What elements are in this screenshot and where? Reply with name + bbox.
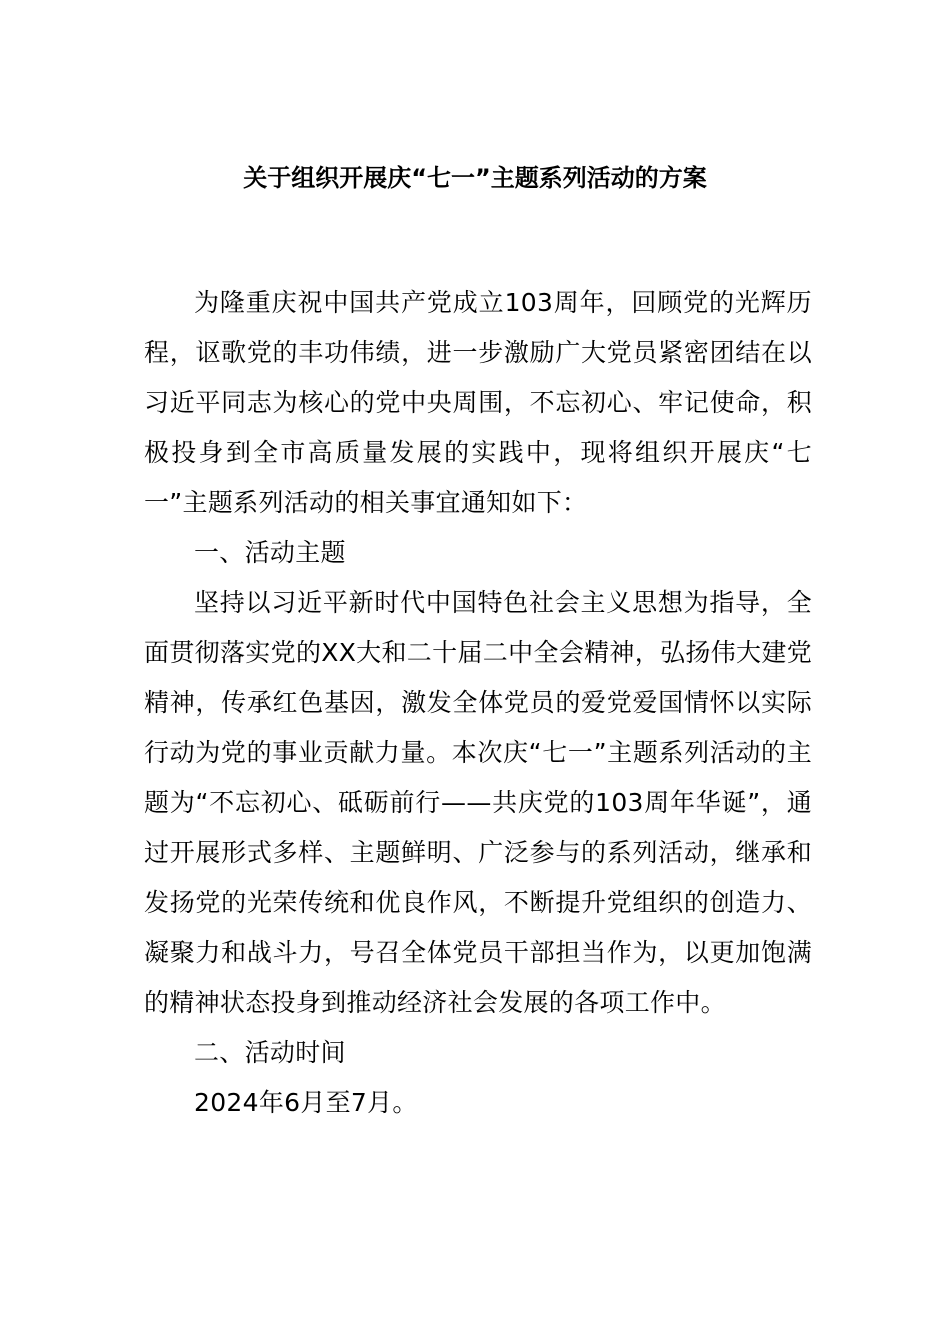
document-body — [144, 278, 812, 1128]
document-title: 关于组织开展庆“七一”主题系列活动的方案 — [243, 164, 707, 192]
intro-paragraph: 为隆重庆祝中国共产党成立103周年，回顾党的光辉历程，讴歌党的丰功伟绩，进一步激励广大党员紧密团结在以习近平同志为核心的党中央周围，不忘初心、牢记使命，积极投身到全市高质量发展的实践中，现将组织开展庆“七一”主题系列活动的相关事宜通知如下： — [144, 288, 812, 517]
theme-paragraph: 坚持以习近平新时代中国特色社会主义思想为指导，全面贯彻落实党的XX大和二十届二中全会精神，弘扬伟大建党精神，传承红色基因，激发全体党员的爱党爱国情怀以实际行动为党的事业贡献力量。本次庆“七一”主题系列活动的主题为“不忘初心、砥砺前行——共庆党的103周年华诞”，通过开展形式多样、主题鲜明、广泛参与的系列活动，继承和发扬党的光荣传统和优良作风，不断提升党组织的创造力、凝聚力和战斗力，号召全体党员干部担当作为，以更加饱满的精神状态投身到推动经济社会发展的各项工作中。 — [144, 588, 812, 1017]
section-heading-theme: 一、活动主题 — [194, 538, 346, 567]
time-paragraph: 2024年6月至7月。 — [194, 1088, 418, 1117]
section-heading-time: 二、活动时间 — [194, 1038, 346, 1067]
